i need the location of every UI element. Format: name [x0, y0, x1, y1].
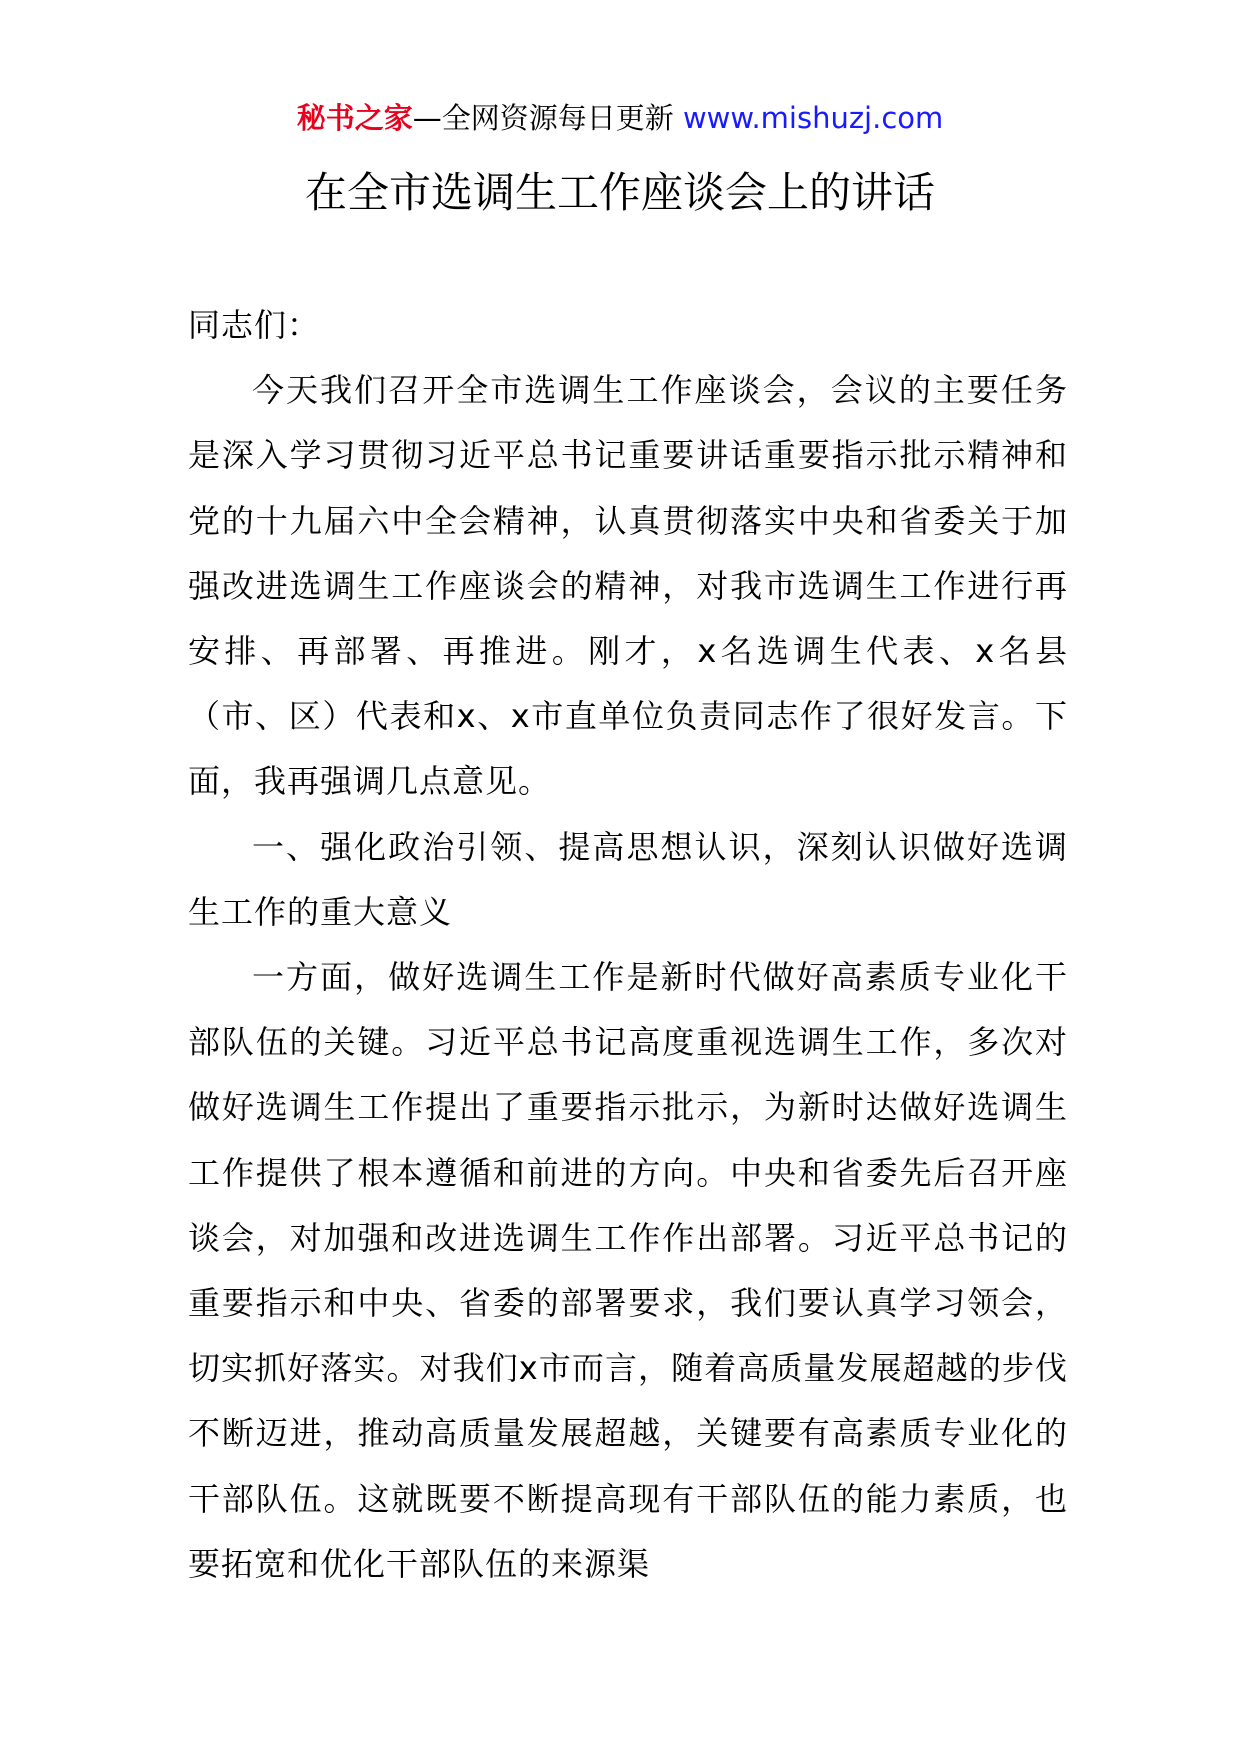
paragraph-intro: 今天我们召开全市选调生工作座谈会，会议的主要任务是深入学习贯彻习近平总书记重要讲话重要指示批示精神和党的十九届六中全会精神，认真贯彻落实中央和省委关于加强改进选调生工作座谈会的精神，对我市选调生工作进行再安排、再部署、再推进。刚才，x名选调生代表、x名县（市、区）代表和x、x市直单位负责同志作了很好发言。下面，我再强调几点意见。 — [188, 371, 1068, 801]
site-header — [0, 98, 1240, 138]
document-body — [188, 293, 1068, 1597]
salutation: 同志们： — [188, 306, 321, 344]
site-url-link[interactable]: www.mishuzj.com — [682, 101, 944, 135]
document-title: 在全市选调生工作座谈会上的讲话 — [304, 168, 935, 217]
paragraph-body: 一方面，做好选调生工作是新时代做好高素质专业化干部队伍的关键。习近平总书记高度重视选调生工作，多次对做好选调生工作提出了重要指示批示，为新时达做好选调生工作提供了根本遵循和前进的方向。中央和省委先后召开座谈会，对加强和改进选调生工作作出部署。习近平总书记的重要指示和中央、省委的部署要求，我们要认真学习领会，切实抓好落实。对我们x市而言，随着高质量发展超越的步伐不断迈进，推动高质量发展超越，关键要有高素质专业化的干部队伍。这就既要不断提高现有干部队伍的能力素质，也要拓宽和优化干部队伍的来源渠 — [188, 958, 1068, 1583]
site-slogan: —全网资源每日更新 — [412, 101, 683, 135]
section-heading: 一、强化政治引领、提高思想认识，深刻认识做好选调生工作的重大意义 — [188, 827, 1068, 931]
site-brand: 秘书之家 — [296, 101, 413, 135]
